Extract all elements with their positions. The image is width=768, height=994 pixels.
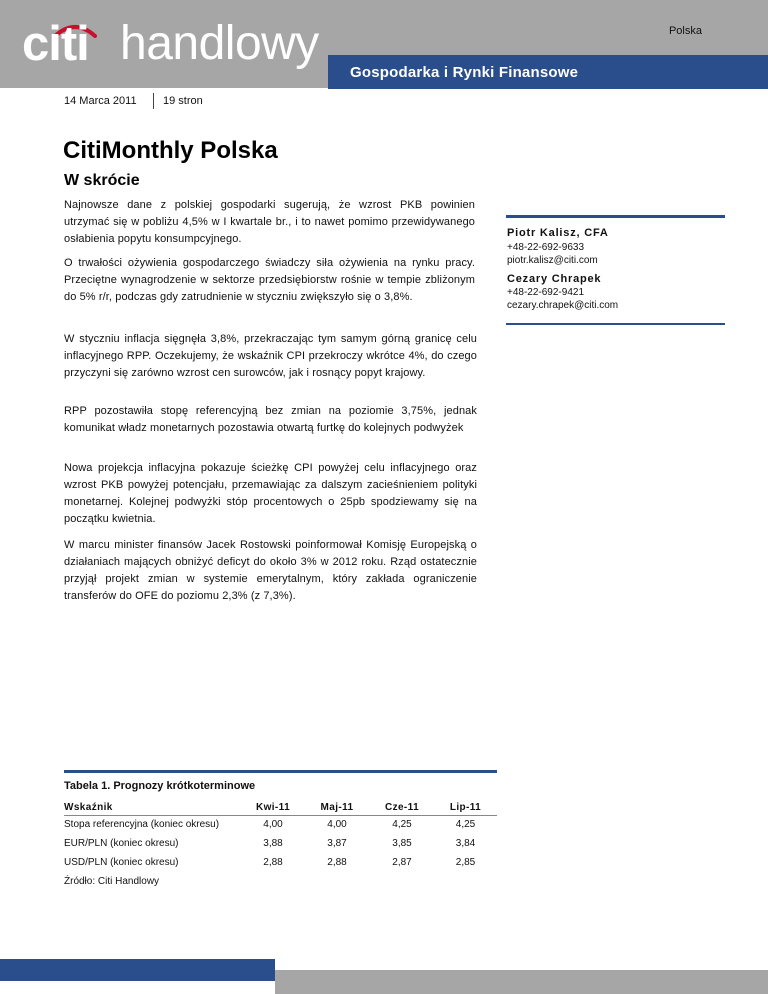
publication-date: 14 Marca 2011 bbox=[64, 95, 137, 107]
author-phone-2: +48-22-692-9421 bbox=[507, 287, 585, 298]
table-header-row bbox=[64, 800, 497, 815]
footer-gray-band bbox=[275, 970, 768, 994]
table-cell: 2,85 bbox=[455, 857, 476, 868]
summary-paragraph-3: W styczniu inflacja sięgnęła 3,8%, przekraczając tym samym górną granicę celu inflacyjnego RPP. Oczekujemy, że wskaźnik CPI przekroczy wkrótce 4%, do czego przyczyni się zarówno wzrost cen surowców, jak i rosnący popyt krajowy. bbox=[64, 333, 477, 379]
table-cell: 3,85 bbox=[392, 838, 412, 849]
header-cze: Cze-11 bbox=[370, 800, 434, 815]
table-source: Źródło: Citi Handlowy bbox=[64, 876, 160, 887]
meta-divider bbox=[153, 93, 154, 109]
table-cell: 2,87 bbox=[392, 857, 412, 868]
summary-paragraph-2: O trwałości ożywienia gospodarczego świadczy siła ożywienia na rynku pracy. Przeciętne wynagrodzenie w sektorze przedsiębiorstw rośnie w tempie zbliżonym do 5% r/r, podczas gdy zatrudnienie w styczniu zwiększyło się o 3,8%. bbox=[64, 257, 475, 303]
logo-handlowy-text: handlowy bbox=[120, 17, 319, 70]
header-maj: Maj-11 bbox=[304, 800, 370, 815]
table-cell: 3,88 bbox=[263, 838, 283, 849]
table-cell: 3,84 bbox=[455, 838, 476, 849]
section-title: Gospodarka i Rynki Finansowe bbox=[350, 64, 579, 81]
author-phone-1: +48-22-692-9633 bbox=[507, 242, 585, 253]
table-title: Tabela 1. Prognozy krótkoterminowe bbox=[64, 780, 256, 792]
table-top-rule bbox=[64, 770, 497, 773]
page-title: CitiMonthly Polska bbox=[63, 137, 278, 164]
header-kwi: Kwi-11 bbox=[242, 800, 304, 815]
page-count: 19 stron bbox=[163, 95, 203, 107]
author-email-2[interactable]: cezary.chrapek@citi.com bbox=[507, 300, 619, 311]
country-label: Polska bbox=[668, 25, 702, 37]
author-name-2: Cezary Chrapek bbox=[507, 273, 602, 285]
table-cell: 2,88 bbox=[263, 857, 283, 868]
table-cell: 4,00 bbox=[263, 819, 283, 831]
row-label: USD/PLN (koniec okresu) bbox=[64, 857, 179, 868]
authors-top-rule bbox=[506, 215, 725, 218]
table-cell: 3,87 bbox=[327, 838, 347, 849]
summary-paragraph-4: RPP pozostawiła stopę referencyjną bez zmian na poziomie 3,75%, jednak komunikat władz monetarnych pozostawia otwartą furtkę do kolejnych podwyżek bbox=[64, 405, 477, 434]
header-lip: Lip-11 bbox=[434, 800, 497, 815]
authors-bottom-rule bbox=[506, 323, 725, 325]
table-cell: 4,25 bbox=[455, 819, 476, 831]
table-row bbox=[64, 815, 497, 834]
summary-paragraph-1: Najnowsze dane z polskiej gospodarki sugerują, że wzrost PKB powinien utrzymać się w pobliżu 4,5% w I kwartale br., i to nawet pomimo przewidywanego osłabienia popytu konsumpcyjnego. bbox=[64, 199, 475, 245]
table-row bbox=[64, 834, 497, 853]
forecast-table bbox=[64, 800, 497, 872]
section-banner bbox=[328, 55, 768, 89]
footer-blue-band bbox=[0, 959, 275, 981]
table-cell: 4,00 bbox=[327, 819, 347, 831]
summary-paragraph-5: Nowa projekcja inflacyjna pokazuje ścieżkę CPI powyżej celu inflacyjnego oraz wzrost PKB powyżej potencjału, przemawiając za dalszym zacieśnieniem polityki monetarnej. Kolejnej podwyżki stóp procentowych o 25pb spodziewamy się na początku kwietnia. bbox=[64, 462, 477, 525]
row-label: Stopa referencyjna (koniec okresu) bbox=[64, 819, 220, 831]
author-email-1[interactable]: piotr.kalisz@citi.com bbox=[507, 255, 598, 266]
author-name-1: Piotr Kalisz, CFA bbox=[507, 227, 609, 239]
row-label: EUR/PLN (koniec okresu) bbox=[64, 838, 179, 849]
section-heading: W skrócie bbox=[64, 172, 140, 189]
table-row bbox=[64, 853, 497, 872]
logo-citi-text: citi bbox=[22, 17, 89, 71]
table-cell: 4,25 bbox=[392, 819, 412, 831]
header-indicator: Wskaźnik bbox=[64, 800, 242, 815]
summary-paragraph-6: W marcu minister finansów Jacek Rostowski poinformował Komisję Europejską o działaniach mających obniżyć deficyt do około 3% w 2012 roku. Rząd ostatecznie przyjął projekt zmian w systemie emerytalnym, który zakłada ograniczenie transferów do OFE do poziomu 2,3% (z 7,3%). bbox=[64, 539, 477, 602]
table-cell: 2,88 bbox=[327, 857, 347, 868]
